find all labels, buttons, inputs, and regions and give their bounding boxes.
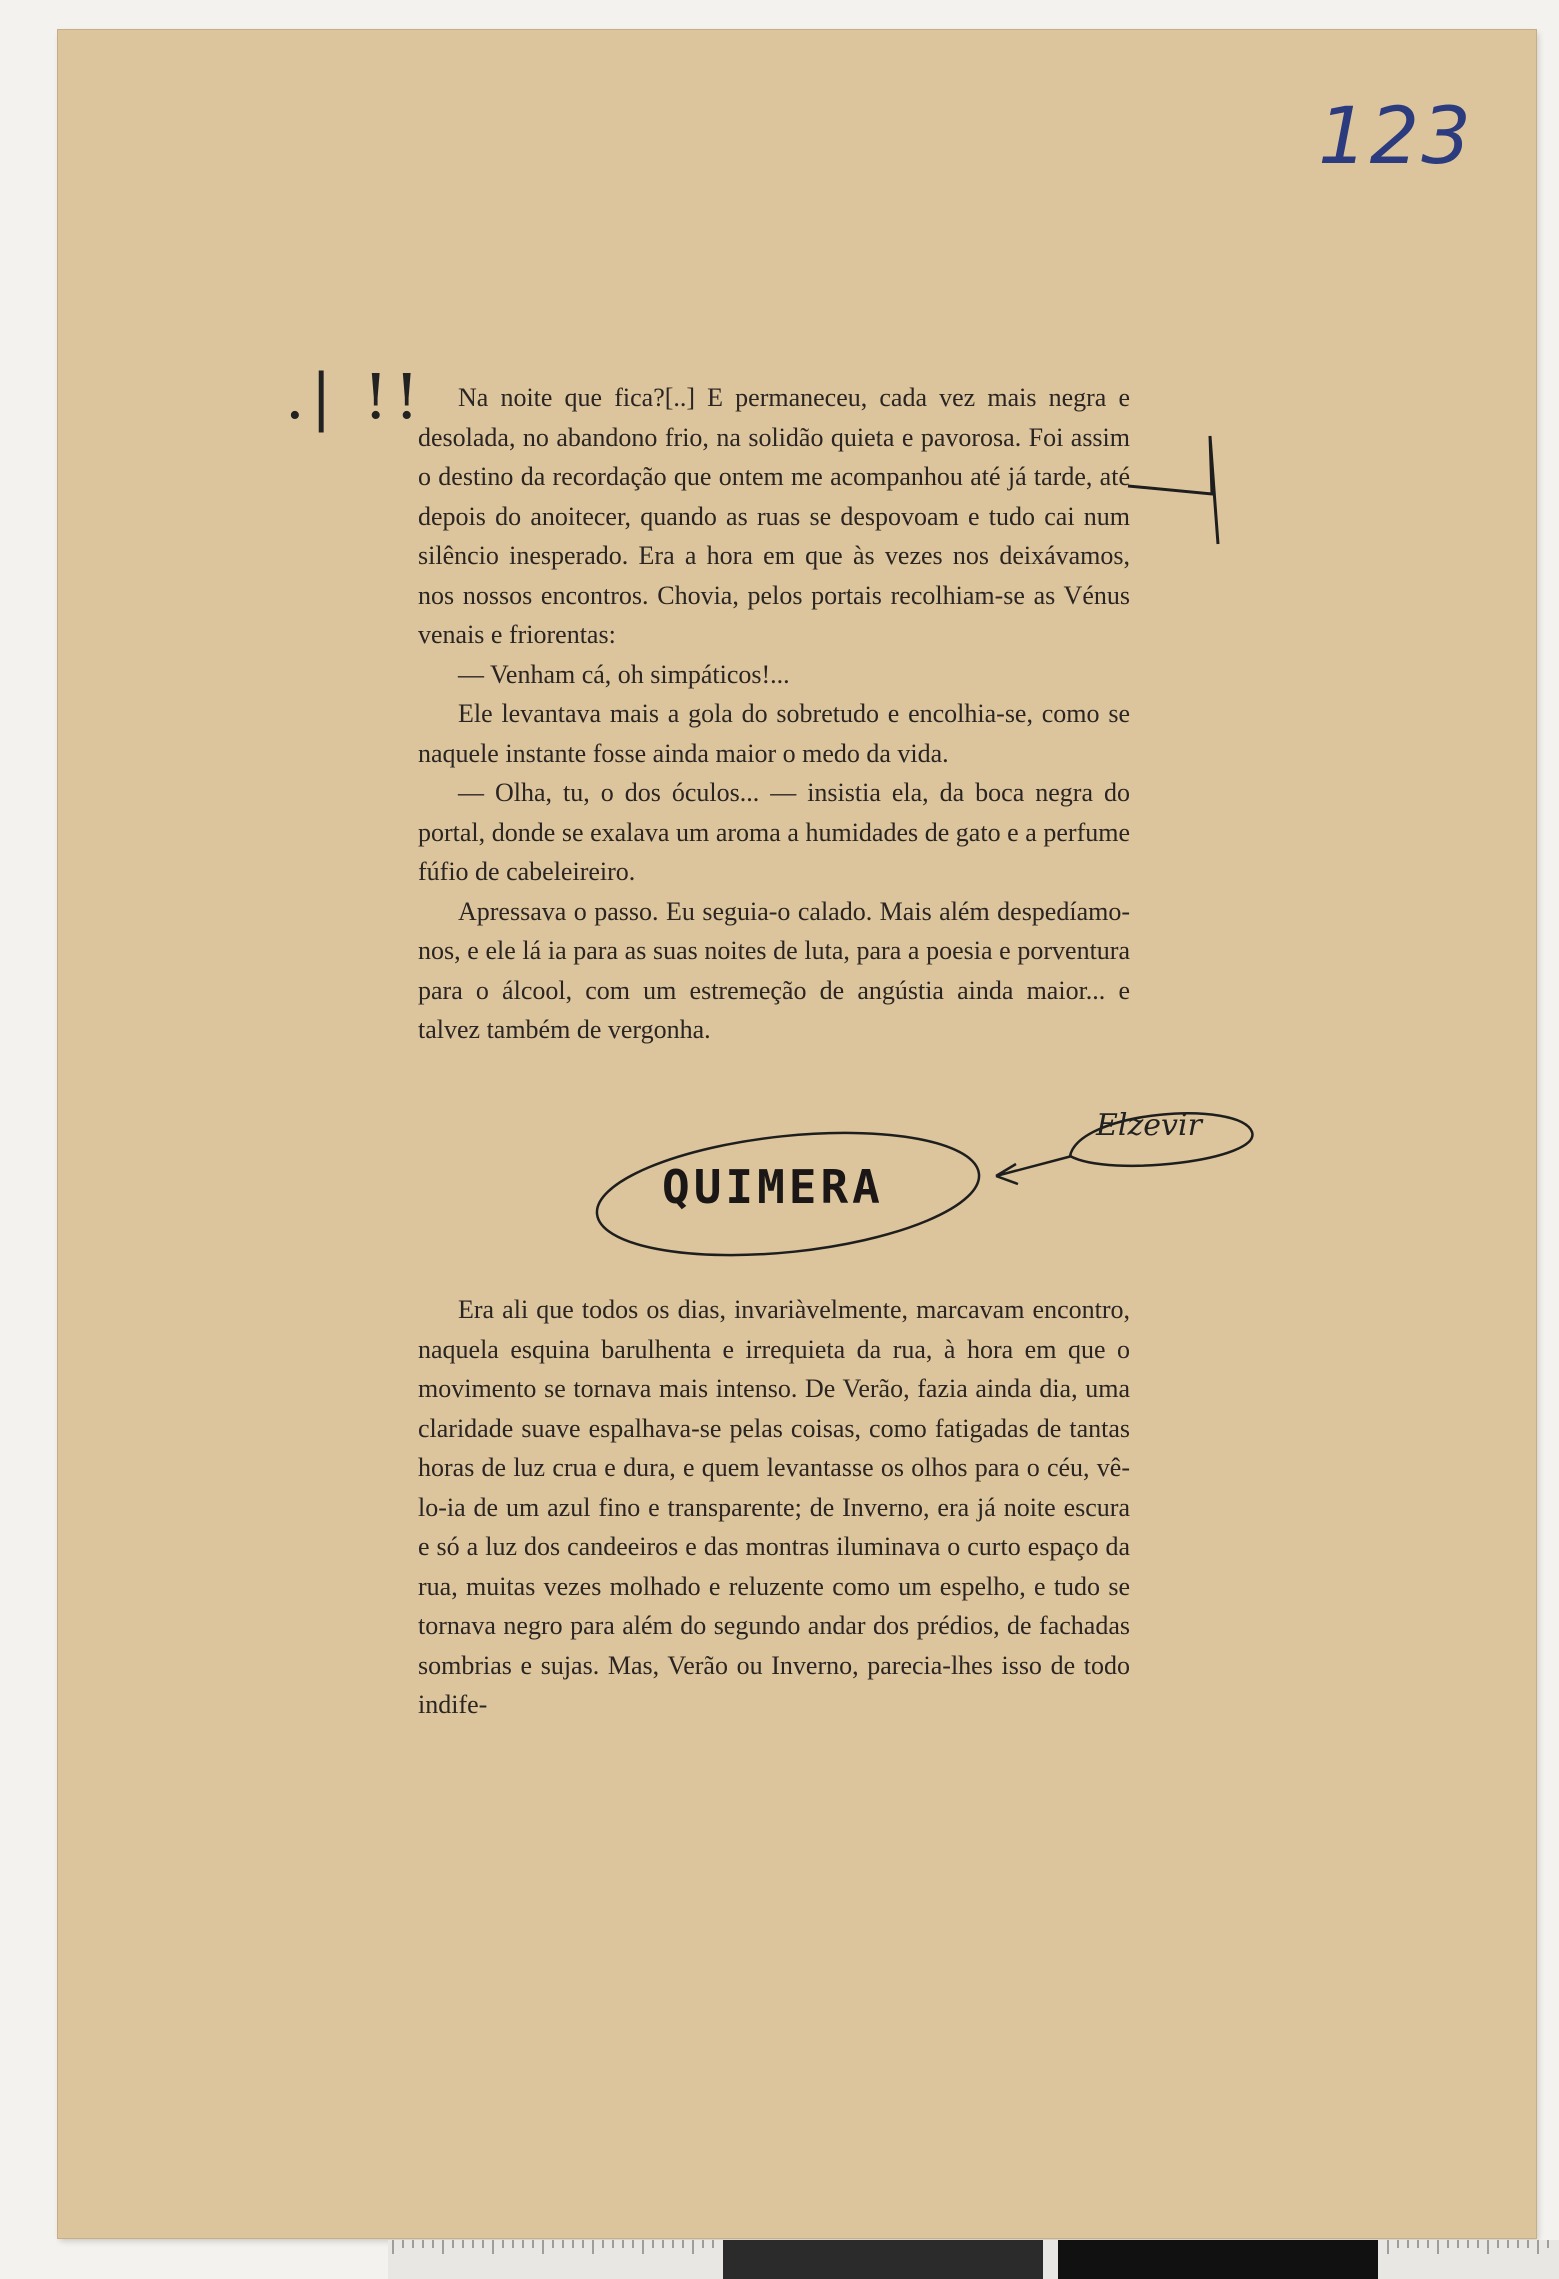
page-number: 123 [1318,92,1473,182]
section-title: QUIMERA [662,1160,884,1214]
bracket-mark [1128,436,1218,544]
title-block [590,1128,990,1258]
signature: Elzevir [1096,1108,1202,1143]
section-2-text [418,1290,1130,1725]
paragraph: Na noite que fica?[..] E permaneceu, cada vez mais negra e desolada, no abandono frio, na solidão quieta e pavorosa. Foi assim o destino da recordação que ontem me acompanhou até já tarde, até depois do anoitecer, quando as ruas se despovoam e tudo cai num silêncio inesperado. Era a hora em que às vezes nos deixávamos, nos nossos encontros. Chovia, pelos portais recolhiam-se as Vénus venais e friorentas: [418,383,1130,649]
ruler-ticks [388,2240,718,2260]
paragraph: — Venham cá, oh simpáticos!... [458,659,790,689]
paragraph: Ele levantava mais a gola do sobretudo e encolhia-se, como se naquele instante fosse ainda maior o medo da vida. [418,699,1130,768]
scale-ruler [388,2240,1559,2279]
paragraph: Era ali que todos os dias, invariàvelmente, marcavam encontro, naquela esquina barulhenta e irrequieta da rua, à hora em que o movimento se tornava mais intenso. De Verão, fazia ainda dia, uma claridade suave espalhava-se pelas coisas, como fatigadas de tantas horas de luz crua e dura, e quem levantasse os olhos para o céu, vê-lo-ia de um azul fino e transparente; de Inverno, era já noite escura e só a luz dos candeeiros e das montras iluminava o curto espaço da rua, muitas vezes molhado e reluzente como um espelho, e tudo se tornava negro para além do segundo andar dos prédios, de fachadas sombrias e sujas. Mas, Verão ou Inverno, parecia-lhes isso de todo indife- [418,1295,1130,1719]
paragraph: Apressava o passo. Eu seguia-o calado. Mais além despedíamo-nos, e ele lá ia para as suas noites de luta, para a poesia e porventura para o álcool, com um estremeção de angústia ainda maior... e talvez também de vergonha. [418,896,1130,1044]
ruler-gap [1043,2240,1058,2279]
margin-annotation: .| !! [285,360,426,433]
arrow-icon [996,1156,1072,1184]
ruler-black-segment [1058,2240,1378,2279]
paragraph: — Olha, tu, o dos óculos... — insistia ela, da boca negra do portal, donde se exalava um aroma a humidades de gato e a perfume fúfio de cabeleireiro. [418,778,1130,886]
ruler-black-segment [723,2240,1043,2279]
ruler-ticks [1383,2240,1559,2260]
